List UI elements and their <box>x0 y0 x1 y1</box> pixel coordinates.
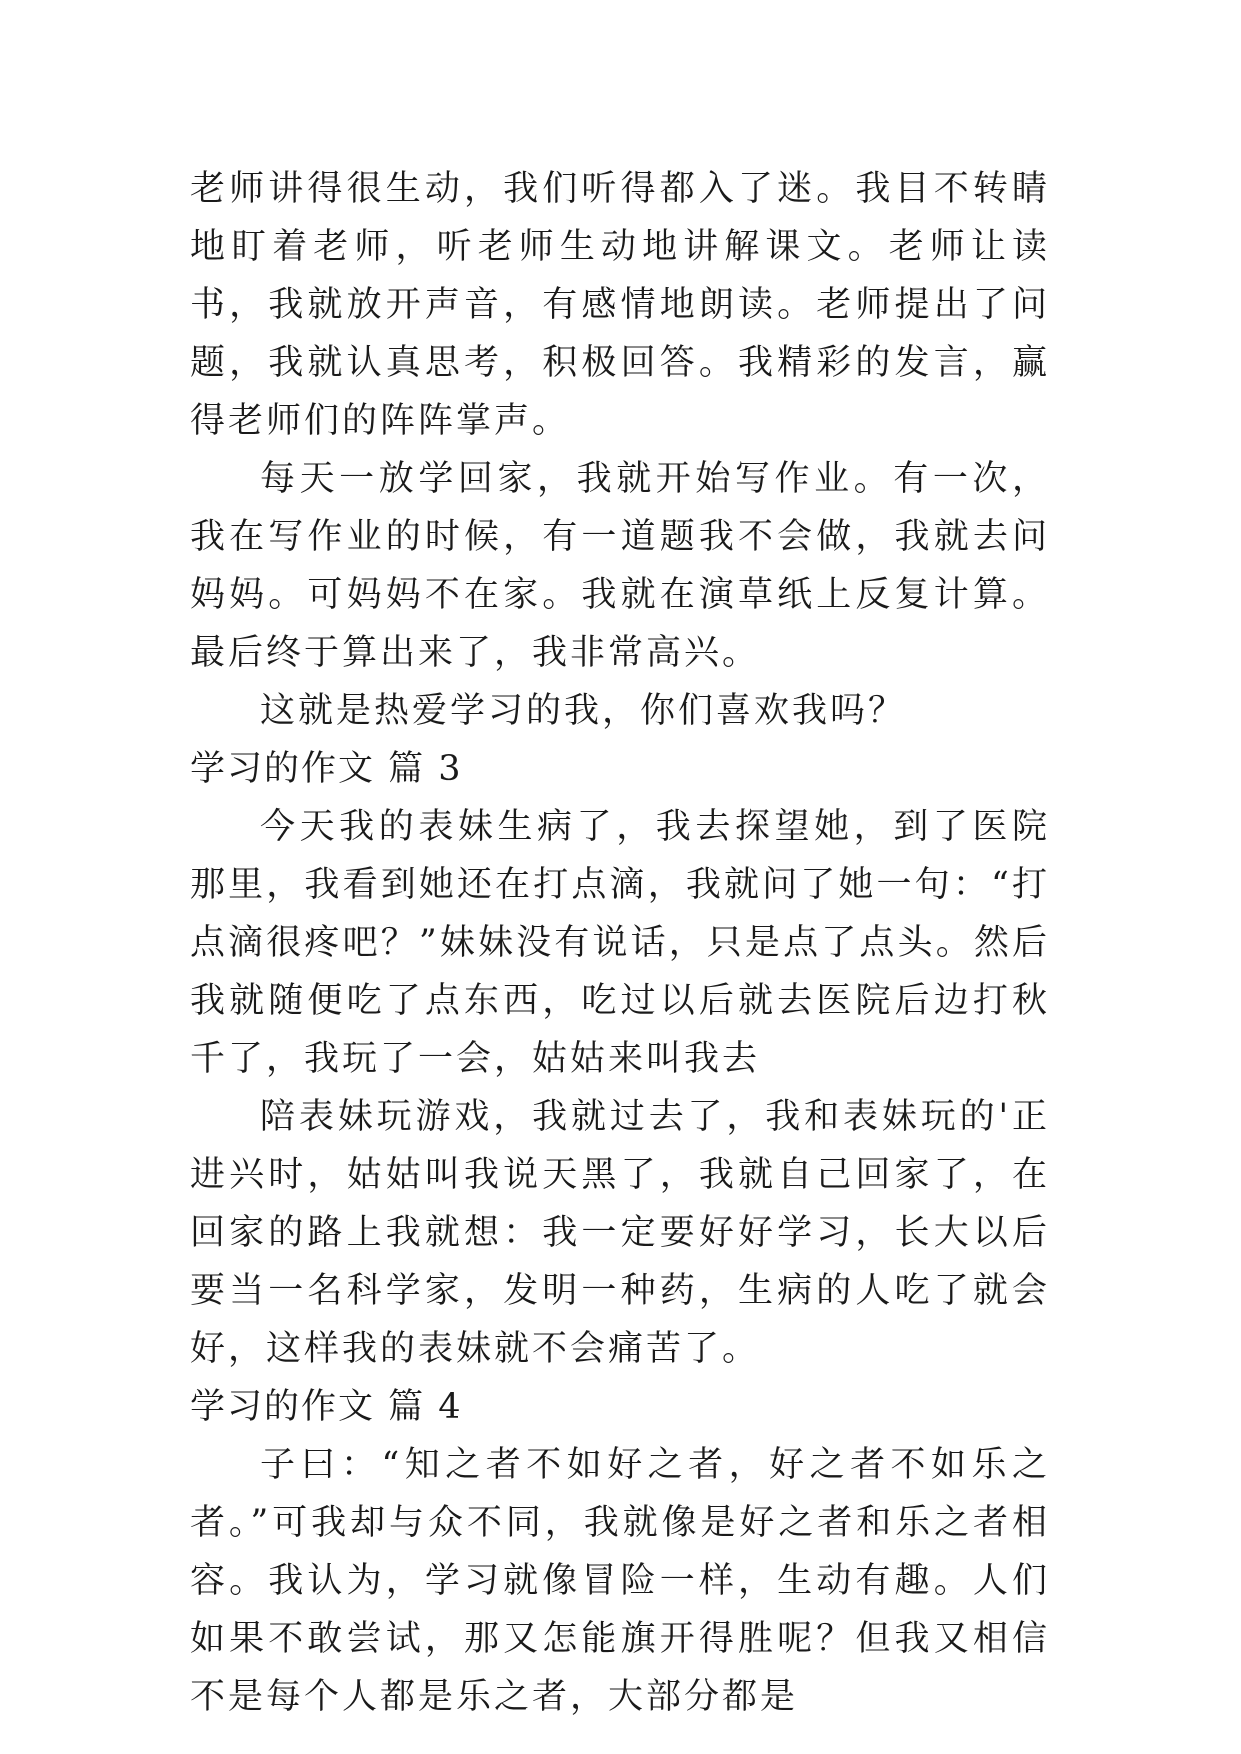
paragraph: 老师讲得很生动，我们听得都入了迷。我目不转睛地盯着老师，听老师生动地讲解课文。老师让读书，我就放开声音，有感情地朗读。老师提出了问题，我就认真思考，积极回答。我精彩的发言，赢得老师们的阵阵掌声。 <box>190 169 1050 441</box>
paragraph: 这就是热爱学习的我，你们喜欢我吗？ <box>260 691 907 731</box>
paragraph: 子曰：“知之者不如好之者，好之者不如乐之者。”可我却与众不同，我就像是好之者和乐之者相容。我认为，学习就像冒险一样，生动有趣。人们如果不敢尝试，那又怎能旗开得胜呢？但我又相信不是每个人都是乐之者，大部分都是 <box>190 1445 1050 1717</box>
document-body <box>190 160 1050 1726</box>
paragraph: 今天我的表妹生病了，我去探望她，到了医院那里，我看到她还在打点滴，我就问了她一句：“打点滴很疼吧？”妹妹没有说话，只是点了点头。然后我就随便吃了点东西，吃过以后就去医院后边打秋千了，我玩了一会，姑姑来叫我去 <box>190 807 1050 1079</box>
paragraph: 陪表妹玩游戏，我就过去了，我和表妹玩的'正进兴时，姑姑叫我说天黑了，我就自己回家了，在回家的路上我就想：我一定要好好学习，长大以后要当一名科学家，发明一种药，生病的人吃了就会好，这样我的表妹就不会痛苦了。 <box>190 1097 1050 1369</box>
section-heading: 学习的作文 篇 3 <box>190 749 463 789</box>
section-heading: 学习的作文 篇 4 <box>190 1387 463 1427</box>
paragraph: 每天一放学回家，我就开始写作业。有一次，我在写作业的时候，有一道题我不会做，我就去问妈妈。可妈妈不在家。我就在演草纸上反复计算。最后终于算出来了，我非常高兴。 <box>190 459 1050 673</box>
